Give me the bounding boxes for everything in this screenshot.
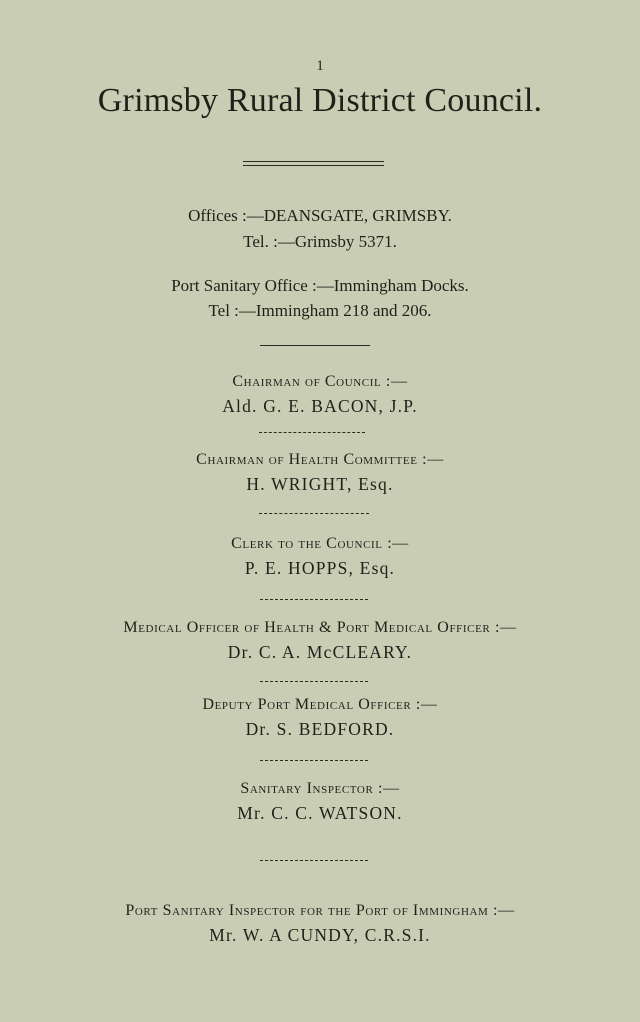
officer-name: Mr. W. A CUNDY, C.R.S.I. [209, 925, 431, 945]
officer-name: Dr. C. A. McCLEARY. [227, 642, 413, 662]
section-divider [260, 681, 368, 682]
officer-name: Dr. S. BEDFORD. [245, 719, 395, 739]
officer-name: P. E. HOPPS, Esq. [244, 558, 396, 578]
section-divider [260, 345, 370, 346]
officer-role: Port Sanitary Inspector for the Port of Immingham :— [125, 902, 515, 919]
double-rule-divider [243, 161, 384, 166]
section-divider [259, 432, 365, 433]
section-divider [260, 860, 368, 861]
officer-role: Chairman of Council :— [232, 373, 408, 390]
section-divider [259, 513, 369, 514]
officer-name: Ald. G. E. BACON, J.P. [222, 396, 418, 416]
port-office-telephone: Tel :—Immingham 218 and 206. [208, 301, 432, 320]
officer-role: Sanitary Inspector :— [240, 780, 400, 797]
officer-role: Deputy Port Medical Officer :— [202, 696, 438, 713]
officer-name: Mr. C. C. WATSON. [237, 803, 403, 823]
section-divider [260, 599, 368, 600]
officer-role: Clerk to the Council :— [231, 535, 409, 552]
port-sanitary-office: Port Sanitary Office :—Immingham Docks. [171, 276, 469, 295]
officer-name: H. WRIGHT, Esq. [246, 474, 394, 494]
offices-telephone: Tel. :—Grimsby 5371. [243, 232, 397, 251]
page-number: 1 [316, 58, 324, 74]
offices-address: Offices :—DEANSGATE, GRIMSBY. [188, 206, 452, 225]
officer-role: Chairman of Health Committee :— [196, 451, 444, 468]
section-divider [260, 760, 368, 761]
page-title: Grimsby Rural District Council. [97, 82, 543, 119]
officer-role: Medical Officer of Health & Port Medical Officer :— [123, 619, 517, 636]
